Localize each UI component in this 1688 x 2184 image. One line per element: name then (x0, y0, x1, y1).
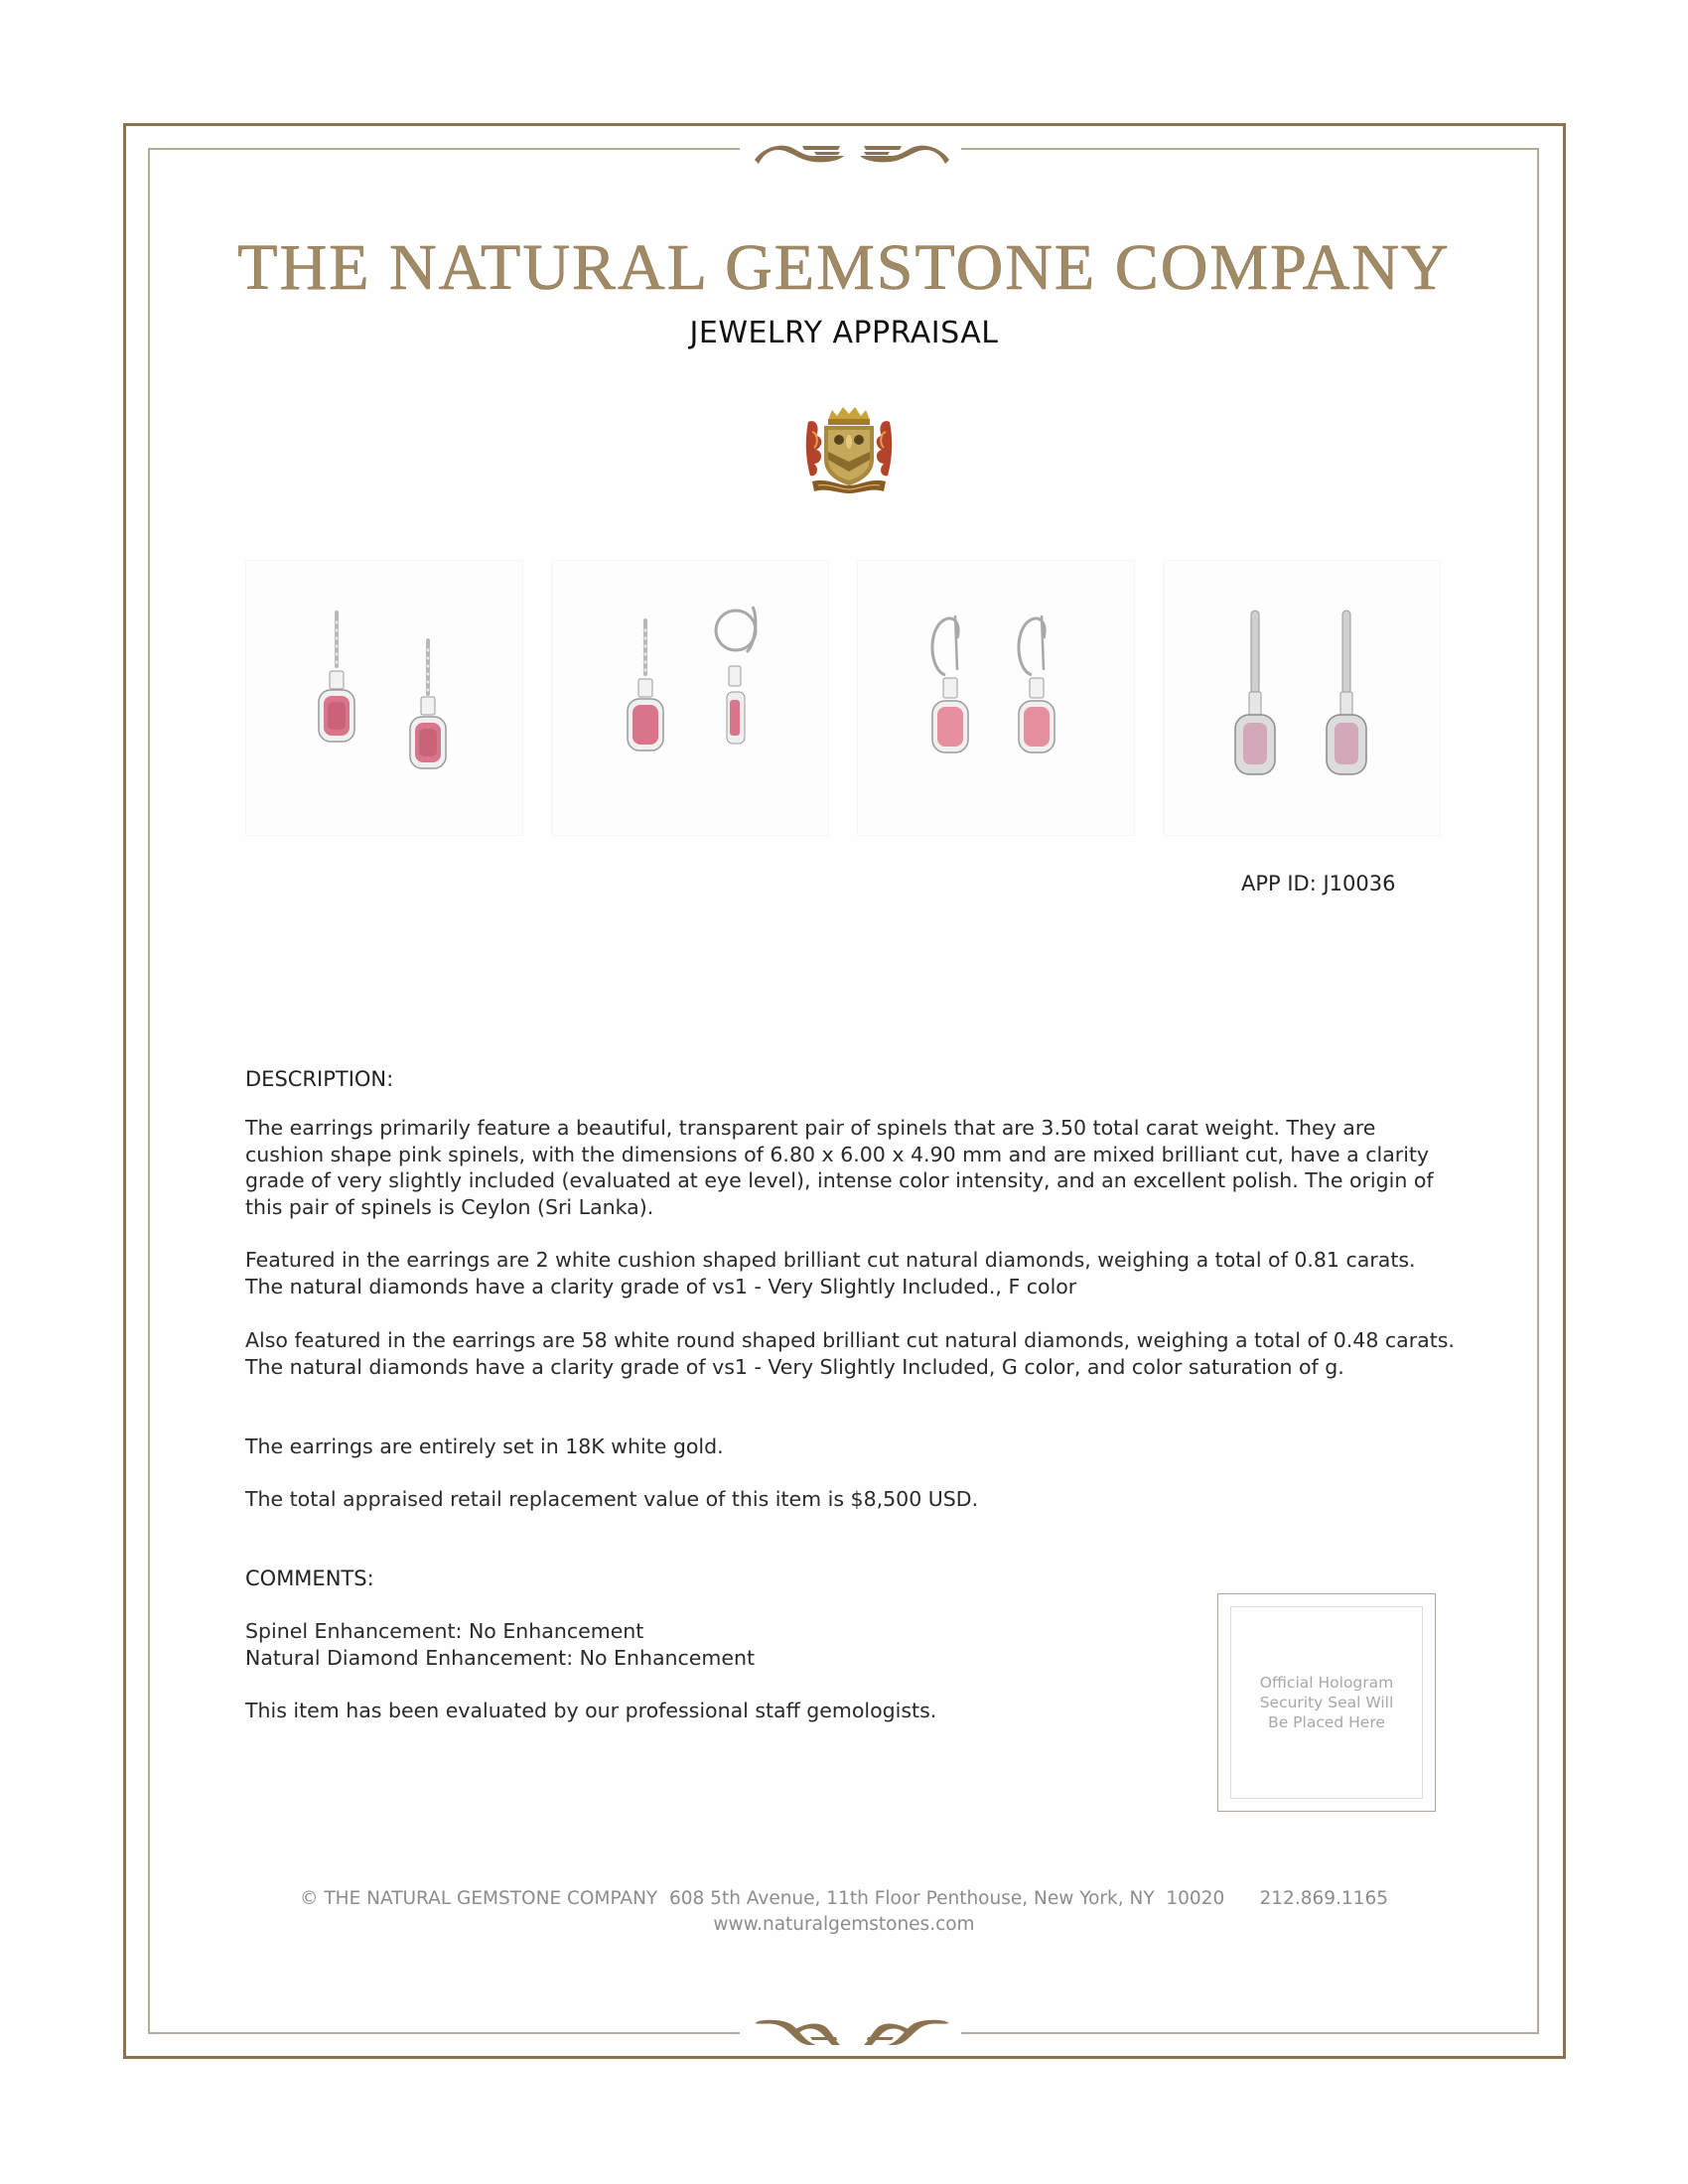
earrings-front-view-image[interactable] (246, 561, 522, 835)
inner-border-top-left (148, 148, 740, 150)
hologram-seal-text: Official Hologram Security Seal Will Be Placed Here (1259, 1674, 1394, 1731)
appraisal-id: APP ID: J10036 (1241, 872, 1396, 895)
product-image-gallery (246, 561, 1440, 835)
hologram-seal-placeholder (1217, 1593, 1436, 1812)
top-flourish-ornament-icon (753, 134, 951, 166)
description-paragraph-spinels: The earrings primarily feature a beautiful, transparent pair of spinels that are 3.50 total carat weight. They are cushion shape pink spinels, with the dimensions of 6.80 x 6.00 x 4.90 mm and are mixed brilliant cut, have a clarity grade of very slightly included (evaluated at eye level), intense color intensity, and an excellent polish. The origin of this pair of spinels is Ceylon (Sri Lanka). (245, 1116, 1434, 1220)
earrings-back-view-image[interactable] (1164, 561, 1440, 835)
comment-diamond-enhancement: Natural Diamond Enhancement: No Enhancement (245, 1646, 756, 1670)
inner-border-bottom-right (961, 2032, 1539, 2034)
description-paragraph-value: The total appraised retail replacement value of this item is $8,500 USD. (245, 1487, 979, 1511)
comments-heading: COMMENTS: (245, 1567, 374, 1590)
bottom-flourish-ornament-icon (753, 2017, 951, 2049)
company-name-title: THE NATURAL GEMSTONE COMPANY (237, 231, 1451, 304)
inner-border-bottom-left (148, 2032, 740, 2034)
earrings-side-view-image[interactable] (552, 561, 828, 835)
hologram-seal-inner-frame (1230, 1606, 1423, 1799)
earrings-hoop-view-image[interactable] (858, 561, 1134, 835)
footer-address: © THE NATURAL GEMSTONE COMPANY 608 5th Avenue, 11th Floor Penthouse, New York, NY 10020 212.869.1165 (300, 1888, 1388, 1909)
description-paragraph-cushion-diamonds: Featured in the earrings are 2 white cushion shaped brilliant cut natural diamonds, weighing a total of 0.81 carats. The natural diamonds have a clarity grade of vs1 - Very Slightly Included., F color (245, 1248, 1416, 1298)
earring-left (1235, 611, 1275, 774)
inner-border-left (148, 148, 150, 2034)
earring-side-profile (716, 607, 756, 744)
description-paragraph-metal: The earrings are entirely set in 18K white gold. (245, 1434, 724, 1458)
earring-left (932, 615, 968, 752)
earring-right (410, 638, 446, 768)
company-crest-icon (802, 402, 896, 497)
evaluation-note: This item has been evaluated by our professional staff gemologists. (245, 1699, 937, 1722)
document-type-subtitle: JEWELRY APPRAISAL (689, 316, 999, 350)
earring-front (628, 618, 663, 751)
footer-website-link[interactable]: www.naturalgemstones.com (713, 1914, 975, 1935)
inner-border-right (1537, 148, 1539, 2034)
inner-border-top-right (961, 148, 1539, 150)
description-paragraph-round-diamonds: Also featured in the earrings are 58 white round shaped brilliant cut natural diamonds, weighing a total of 0.48 carats. The natural diamonds have a clarity grade of vs1 - Very Slightly Included, G color, and color saturation of g. (245, 1328, 1455, 1379)
earring-right (1019, 615, 1055, 752)
earring-right (1327, 611, 1366, 774)
earring-left (319, 611, 354, 742)
description-heading: DESCRIPTION: (245, 1067, 394, 1091)
comment-spinel-enhancement: Spinel Enhancement: No Enhancement (245, 1619, 644, 1643)
